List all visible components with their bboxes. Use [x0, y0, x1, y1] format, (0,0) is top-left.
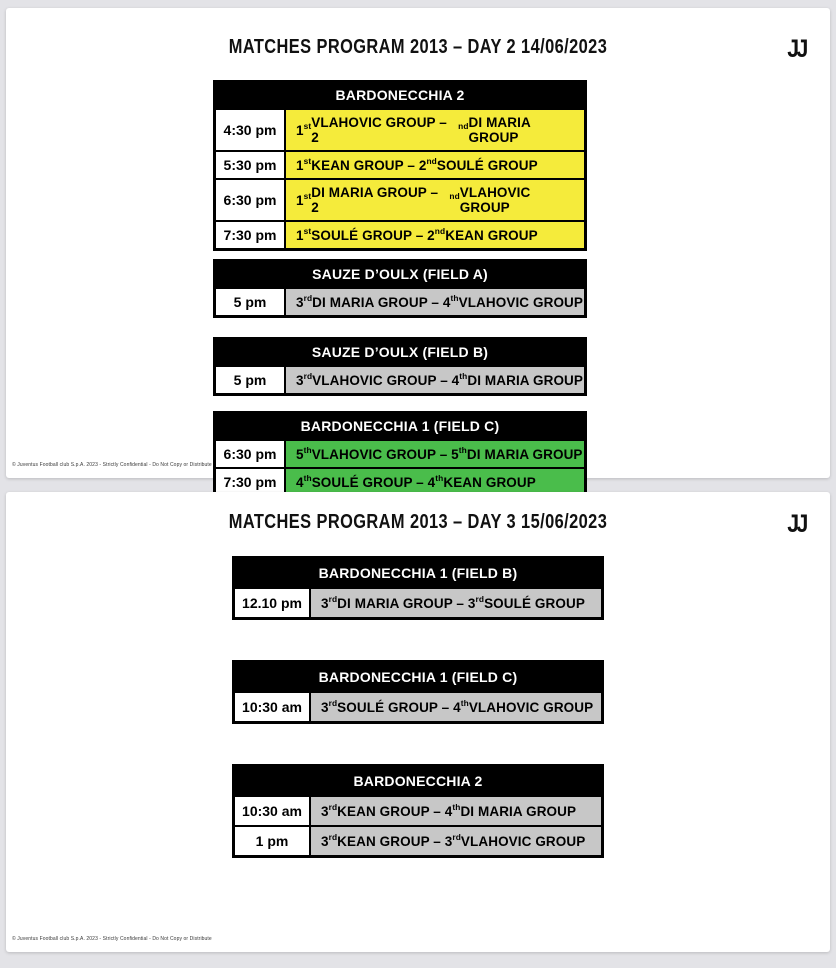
venue-header: BARDONECCHIA 1 (FIELD C)	[235, 663, 601, 691]
venue-header: BARDONECCHIA 1 (FIELD B)	[235, 559, 601, 587]
document-page-day2	[6, 8, 830, 490]
match-cell: 1 $^{st}$ VLAHOVIC GROUP – 2 $^{nd}$ DI MARIA GROUP	[286, 110, 584, 150]
match-cell: 5 $^{th}$ VLAHOVIC GROUP – 5 $^{th}$ DI MARIA GROUP	[286, 441, 584, 467]
time-cell: 10:30 am	[235, 797, 309, 825]
venue-header: SAUZE D’OULX (FIELD A)	[216, 262, 584, 287]
table-row	[216, 289, 584, 315]
table-row	[216, 110, 584, 150]
time-cell: 6:30 pm	[216, 180, 284, 220]
time-cell: 10:30 am	[235, 693, 309, 721]
confidentiality-footer: © Juventus Football club S.p.A. 2023 - Strictly Confidential - Do Not Copy or Distribute	[12, 936, 212, 942]
confidentiality-footer: © Juventus Football club S.p.A. 2023 - Strictly Confidential - Do Not Copy or Distribute	[12, 462, 212, 468]
venue-header: BARDONECCHIA 2	[216, 83, 584, 108]
page-title: MATCHES PROGRAM 2013 – DAY 3 15/06/2023	[228, 511, 608, 533]
time-cell: 4:30 pm	[216, 110, 284, 150]
time-cell: 1 pm	[235, 827, 309, 855]
match-table	[213, 411, 587, 498]
time-cell: 5 pm	[216, 289, 284, 315]
time-cell: 5 pm	[216, 367, 284, 393]
match-table	[213, 337, 587, 396]
match-cell: 3 $^{rd}$ VLAHOVIC GROUP – 4 $^{th}$ DI MARIA GROUP	[286, 367, 584, 393]
table-row	[235, 589, 601, 617]
table-row	[235, 797, 601, 825]
match-cell: 3 $^{rd}$ DI MARIA GROUP – 3 $^{rd}$ SOULÉ GROUP	[311, 589, 601, 617]
match-cell: 3 $^{rd}$ SOULÉ GROUP – 4 $^{th}$ VLAHOVIC GROUP	[311, 693, 601, 721]
venue-header: BARDONECCHIA 1 (FIELD C)	[216, 414, 584, 439]
tables-container	[213, 80, 587, 498]
venue-header: SAUZE D’OULX (FIELD B)	[216, 340, 584, 365]
match-cell: 1 $^{st}$ SOULÉ GROUP – 2 $^{nd}$ KEAN GROUP	[286, 222, 584, 248]
venue-header: BARDONECCHIA 2	[235, 767, 601, 795]
time-cell: 7:30 pm	[216, 222, 284, 248]
table-row	[216, 367, 584, 393]
juventus-logo-icon: JJ	[787, 35, 806, 63]
time-cell: 6:30 pm	[216, 441, 284, 467]
document-page-day3	[6, 492, 830, 952]
match-table	[232, 556, 604, 620]
match-table	[232, 660, 604, 724]
juventus-logo-icon: JJ	[787, 510, 806, 538]
match-cell: 4 $^{th}$ SOULÉ GROUP – 4 $^{th}$ KEAN GROUP	[286, 469, 584, 495]
table-row	[216, 441, 584, 467]
match-cell: 3 $^{rd}$ KEAN GROUP – 3 $^{rd}$ VLAHOVIC GROUP	[311, 827, 601, 855]
match-table	[213, 80, 587, 251]
match-table	[213, 259, 587, 318]
tables-container	[232, 556, 604, 898]
match-cell: 1 $^{st}$ DI MARIA GROUP – 2 $^{nd}$ VLAHOVIC GROUP	[286, 180, 584, 220]
table-row	[235, 693, 601, 721]
time-cell: 5:30 pm	[216, 152, 284, 178]
time-cell: 12.10 pm	[235, 589, 309, 617]
table-row	[235, 827, 601, 855]
time-cell: 7:30 pm	[216, 469, 284, 495]
match-cell: 3 $^{rd}$ DI MARIA GROUP – 4 $^{th}$ VLAHOVIC GROUP	[286, 289, 584, 315]
match-cell: 1 $^{st}$ KEAN GROUP – 2 $^{nd}$ SOULÉ GROUP	[286, 152, 584, 178]
table-row	[216, 152, 584, 178]
match-table	[232, 764, 604, 858]
table-row	[216, 180, 584, 220]
match-cell: 3 $^{rd}$ KEAN GROUP – 4 $^{th}$ DI MARIA GROUP	[311, 797, 601, 825]
page-title: MATCHES PROGRAM 2013 – DAY 2 14/06/2023	[228, 36, 608, 58]
table-row	[216, 222, 584, 248]
